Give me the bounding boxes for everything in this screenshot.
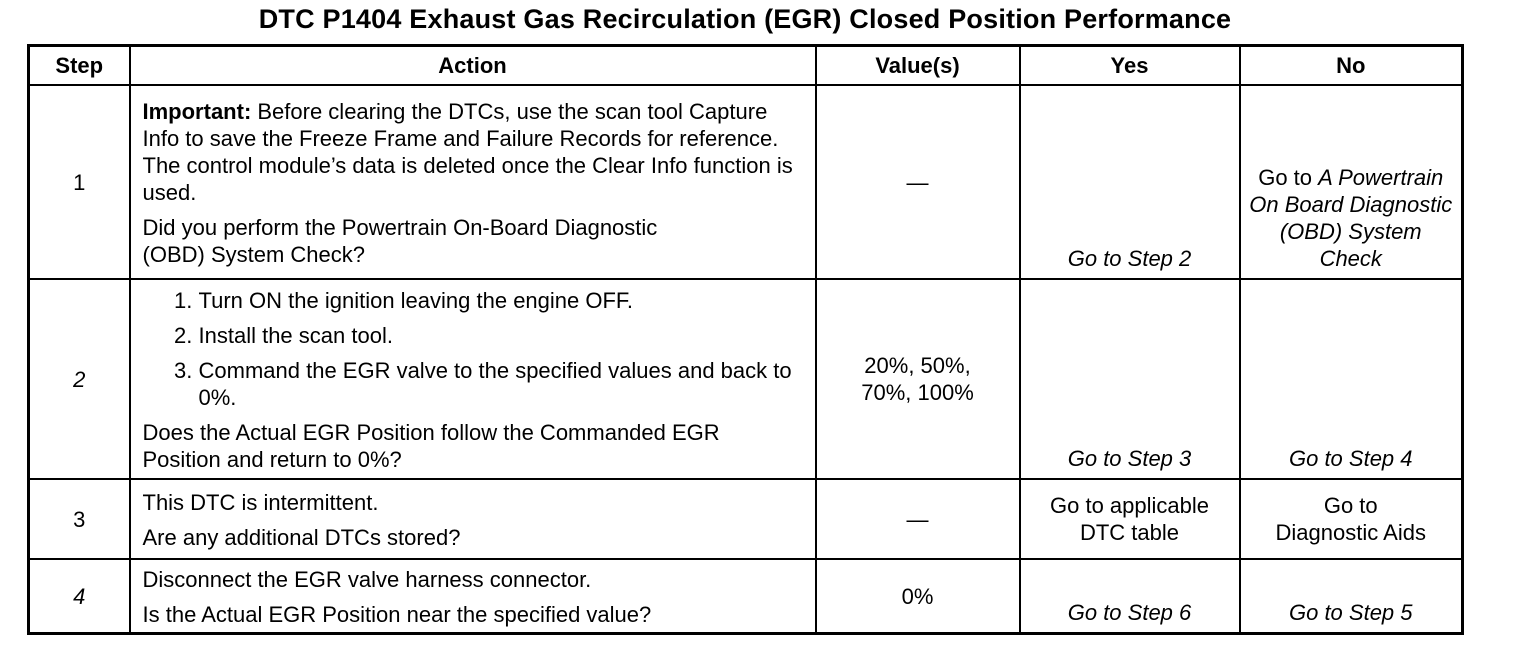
no-cell[interactable] [1240,559,1463,634]
step-number: 2 [29,279,130,479]
yes-cell[interactable] [1020,85,1240,279]
list-item: 2. Install the scan tool. [199,322,805,349]
value-cell [816,559,1020,634]
no-line[interactable]: Diagnostic Aids [1275,520,1426,545]
action-cell [130,479,816,559]
header-no: No [1240,46,1463,86]
no-cell[interactable] [1240,85,1463,279]
value-line: 20%, 50%, [864,353,971,378]
value-text: — [906,506,929,532]
action-cell [130,279,816,479]
value-cell [816,85,1020,279]
statement-text: This DTC is intermittent. [142,490,379,515]
value-text: — [906,169,929,195]
step-number: 3 [29,479,130,559]
header-values: Value(s) [816,46,1020,86]
question-text: Is the Actual EGR Position near the specified value? [142,602,652,627]
yes-link[interactable]: Go to Step 6 [1067,600,1192,625]
yes-link[interactable]: Go to Step 2 [1067,246,1192,271]
page-title: DTC P1404 Exhaust Gas Recirculation (EGR) Closed Position Performance [258,4,1232,34]
question-text: Did you perform the Powertrain On-Board Diagnostic (OBD) System Check? [142,215,658,267]
table-row [29,559,1463,634]
action-cell [130,85,816,279]
value-cell [816,479,1020,559]
step-list [143,287,805,411]
header-action: Action [130,46,816,86]
yes-line[interactable]: DTC table [1079,520,1180,545]
important-text: Before clearing the DTCs, use the scan tool Capture Info to save the Freeze Frame and Failure Records for reference. The control module’s data is deleted once the Clear Info function is used. [142,99,793,205]
statement-text: Disconnect the EGR valve harness connector. [142,567,592,592]
yes-cell[interactable] [1020,279,1240,479]
no-link[interactable]: Go to Step 5 [1288,600,1413,625]
header-step: Step [29,46,130,86]
yes-line[interactable]: Go to applicable [1050,493,1209,518]
question-text: Does the Actual EGR Position follow the Commanded EGR Position and return to 0%? [142,420,720,472]
list-item: 3. Command the EGR valve to the specified values and back to 0%. [199,357,805,411]
value-line: 70%, 100% [861,380,974,405]
diagnostic-table [27,44,1464,635]
no-link[interactable]: A Powertrain On Board Diagnostic (OBD) System Check [1249,165,1453,271]
yes-link[interactable]: Go to Step 3 [1067,446,1192,471]
table-row [29,85,1463,279]
no-cell[interactable] [1240,279,1463,479]
step-number: 4 [29,559,130,634]
question-text: Are any additional DTCs stored? [142,525,461,550]
no-link[interactable]: Go to Step 4 [1288,446,1413,471]
value-cell [816,279,1020,479]
header-yes: Yes [1020,46,1240,86]
action-cell [130,559,816,634]
table-row [29,479,1463,559]
value-text: 0% [901,583,934,609]
step-number: 1 [29,85,130,279]
no-prefix: Go to [1258,165,1319,190]
yes-cell[interactable] [1020,479,1240,559]
header-row [29,46,1463,86]
important-label: Important: [142,99,252,124]
no-cell[interactable] [1240,479,1463,559]
no-line[interactable]: Go to [1323,493,1378,518]
important-note [143,98,805,206]
table-row [29,279,1463,479]
yes-cell[interactable] [1020,559,1240,634]
list-item: 1. Turn ON the ignition leaving the engine OFF. [199,287,805,314]
